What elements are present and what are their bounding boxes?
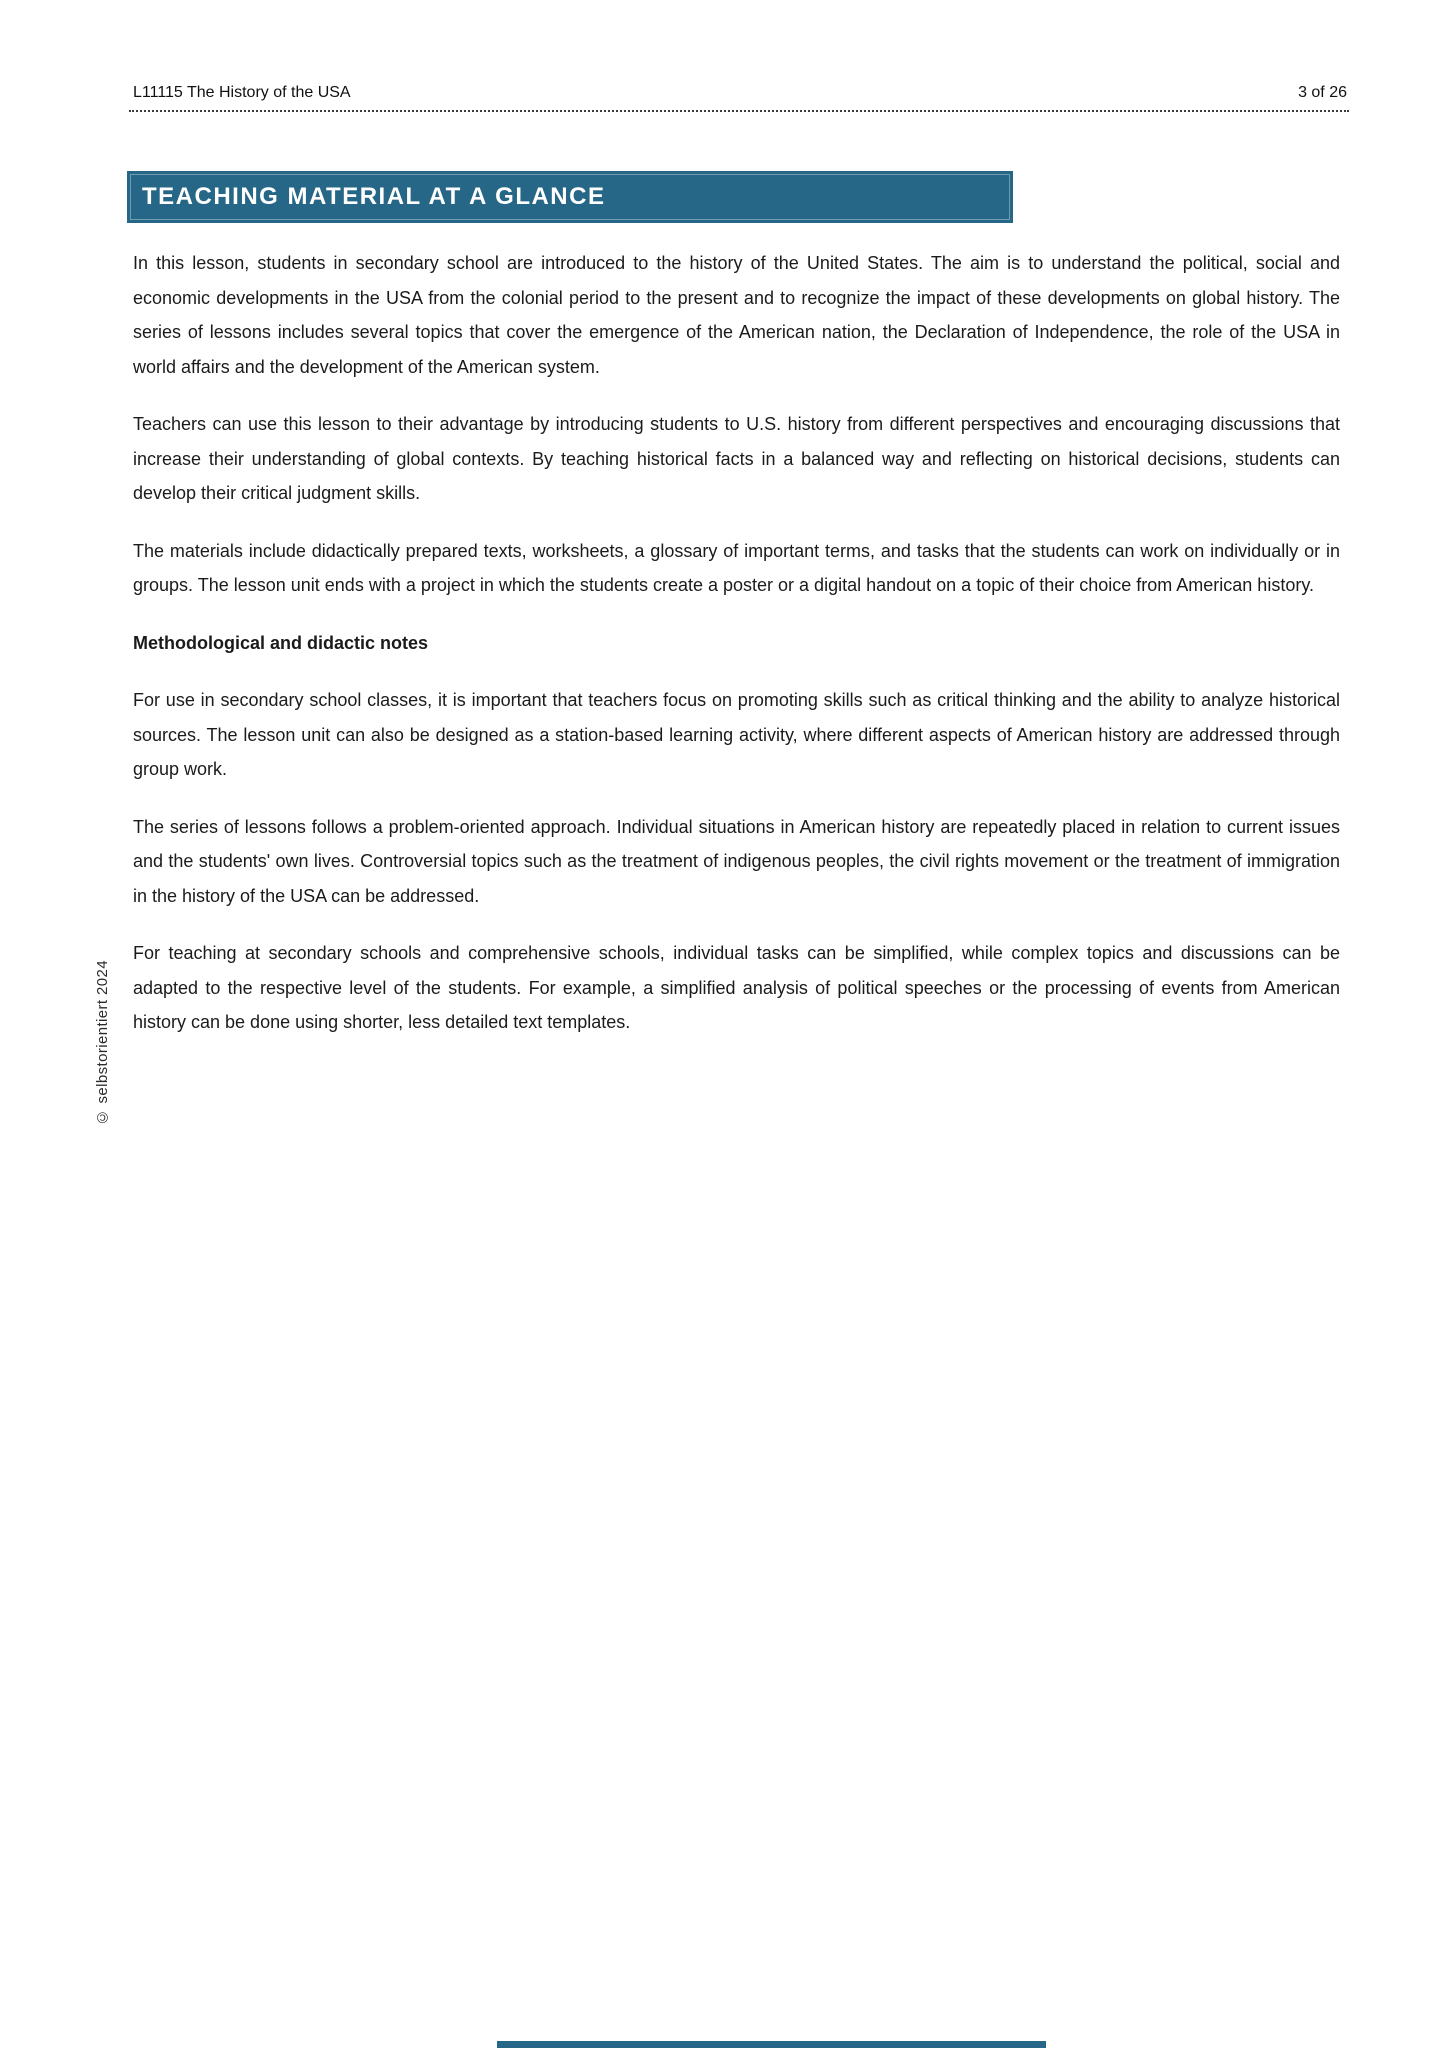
body-text (133, 246, 1340, 1063)
header-divider-dotted (129, 110, 1349, 112)
next-page-banner-sliver (497, 2041, 1046, 2048)
intro-paragraph-2: Teachers can use this lesson to their advantage by introducing students to U.S. history from different perspectives and encouraging discussions that increase their understanding of global contexts. By teaching historical facts in a balanced way and reflecting on historical decisions, students can develop their critical judgment skills. (133, 414, 1340, 503)
copyright-vertical-label: © selbstorientiert 2024 (94, 960, 111, 1126)
page-number: 3 of 26 (1298, 84, 1347, 101)
section-title-banner (127, 171, 1013, 223)
notes-paragraph-1: For use in secondary school classes, it is important that teachers focus on promoting skills such as critical thinking and the ability to analyze historical sources. The lesson unit can also be designed as a station-based learning activity, where different aspects of American history are addressed through group work. (133, 690, 1340, 779)
page-header (133, 84, 1347, 102)
notes-paragraph-2: The series of lessons follows a problem-oriented approach. Individual situations in American history are repeatedly placed in relation to current issues and the students' own lives. Controversial topics such as the treatment of indigenous peoples, the civil rights movement or the treatment of immigration in the history of the USA can be addressed. (133, 816, 1340, 906)
intro-paragraph-1: In this lesson, students in secondary school are introduced to the history of the United States. The aim is to understand the political, social and economic developments in the USA from the colonial period to the present and to recognize the impact of these developments on global history. The series of lessons includes several topics that cover the emergence of the American nation, the Declaration of Independence, the role of the USA in world affairs and the development of the American system. (133, 253, 1340, 377)
intro-paragraph-3: The materials include didactically prepared texts, worksheets, a glossary of important terms, and tasks that the students can work on individually or in groups. The lesson unit ends with a project in which the students create a poster or a digital handout on a topic of their choice from American history. (133, 540, 1340, 595)
notes-paragraph-3: For teaching at secondary schools and comprehensive schools, individual tasks can be simplified, while complex topics and discussions can be adapted to the respective level of the students. For example, a simplified analysis of political speeches or the processing of events from American history can be done using shorter, less detailed text templates. (133, 943, 1340, 1032)
notes-heading: Methodological and didactic notes (133, 632, 429, 653)
section-title: TEACHING MATERIAL AT A GLANCE (142, 183, 606, 210)
document-code-title: L11115 The History of the USA (133, 84, 351, 101)
